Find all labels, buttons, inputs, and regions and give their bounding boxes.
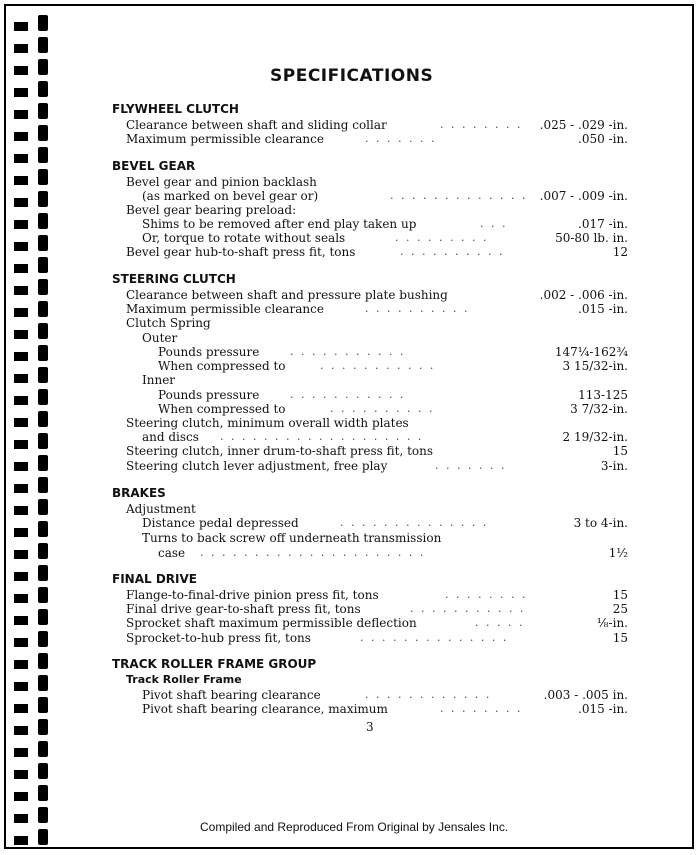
spec-label: Outer [142,331,178,345]
binding-coil [14,330,62,339]
spec-value: .007 - .009 -in. [539,189,628,203]
page-title: SPECIFICATIONS [270,66,434,86]
spec-label: Maximum permissible clearance [126,132,324,146]
spec-value: 3 7/32-in. [570,402,628,416]
binding-coil [14,814,62,823]
binding-coil [14,66,62,75]
binding-coil [14,770,62,779]
binding-coil [14,550,62,559]
binding-coil [14,198,62,207]
binding-coil [14,572,62,581]
spec-label: Pounds pressure [158,345,260,359]
spec-label: Bevel gear and pinion backlash [126,175,317,189]
spec-label: Sprocket shaft maximum permissible deflection [126,616,417,630]
spec-value: 12 [612,245,628,259]
binding-coil [14,616,62,625]
binding-coil [14,792,62,801]
leader-dots: . . . . . . . . . [395,231,489,244]
leader-dots: . . . . . . . . . . . [410,602,526,615]
spec-label: Shims to be removed after end play taken up [142,217,417,231]
spec-value: 25 [612,602,628,616]
spec-value: ⅛-in. [596,616,628,630]
section-heading-flywheel-clutch: FLYWHEEL CLUTCH [112,102,239,116]
spec-label: Distance pedal depressed [142,516,299,530]
spec-value: 3 15/32-in. [562,359,628,373]
leader-dots: . . . . . . . . . . . . [365,688,492,701]
binding-coil [14,396,62,405]
spec-value: .002 - .006 -in. [539,288,628,302]
spec-value: .015 -in. [578,302,628,316]
leader-dots: . . . . . . . . . . . [290,388,406,401]
binding-coil [14,418,62,427]
spec-label: Clutch Spring [126,316,211,330]
spec-label: Adjustment [126,502,196,516]
leader-dots: . . . . . . . . . . [330,402,435,415]
binding-coil [14,132,62,141]
leader-dots: . . . . . . . . [440,702,523,715]
leader-dots: . . . . . . . [435,459,507,472]
leader-dots: . . . . . [475,616,525,629]
spec-value: 15 [612,588,628,602]
spec-label: Clearance between shaft and sliding collar [126,118,387,132]
binding-coil [14,484,62,493]
binding-coil [14,374,62,383]
leader-dots: . . . . . . . . . . [400,245,505,258]
spec-value: 15 [612,631,628,645]
binding-coil [14,682,62,691]
spec-value: .050 -in. [578,132,628,146]
spec-label: Inner [142,373,176,387]
spec-label: Sprocket-to-hub press fit, tons [126,631,311,645]
binding-coil [14,660,62,669]
spec-label: Pounds pressure [158,388,260,402]
spec-label: Clearance between shaft and pressure plate bushing [126,288,448,302]
binding-coil [14,308,62,317]
spec-value: 15 [612,444,628,458]
binding-coil [14,110,62,119]
spec-value: 3-in. [600,459,628,473]
binding-coil [14,242,62,251]
spec-label: Pivot shaft bearing clearance, maximum [142,702,388,716]
spec-value: 147¼-162¾ [554,345,628,359]
footer-credit: Compiled and Reproduced From Original by Jensales Inc. [200,820,509,834]
binding-coil [14,22,62,31]
binding-coil [14,506,62,515]
binding-coil [14,176,62,185]
spec-label: (as marked on bevel gear or) [142,189,319,203]
leader-dots: . . . . . . . . [440,118,523,131]
binding-coil [14,44,62,53]
spec-value: .015 -in. [578,702,628,716]
spec-label: When compressed to [158,359,286,373]
section-heading-bevel-gear: BEVEL GEAR [112,159,196,173]
spec-value: 2 19/32-in. [562,430,628,444]
binding-coil [14,264,62,273]
spec-value: 3 to 4-in. [573,516,628,530]
spec-label: Flange-to-final-drive pinion press fit, tons [126,588,379,602]
leader-dots: . . . . . . . . . . . . . . [360,631,509,644]
spec-value: 1½ [608,546,628,560]
spec-label: Bevel gear bearing preload: [126,203,297,217]
subsection-heading-track-roller-frame: Track Roller Frame [126,673,242,686]
leader-dots: . . . . . . . . [445,588,528,601]
spec-label: Steering clutch, inner drum-to-shaft press fit, tons [126,444,434,458]
leader-dots: . . . . . . . . . . . . . [390,189,528,202]
binding-coil [14,286,62,295]
section-heading-track-roller-frame-group: TRACK ROLLER FRAME GROUP [112,657,317,671]
spec-value: .017 -in. [578,217,628,231]
binding-coil [14,836,62,845]
spec-label: Maximum permissible clearance [126,302,324,316]
spec-label: When compressed to [158,402,286,416]
spec-value: .025 - .029 -in. [539,118,628,132]
leader-dots: . . . . . . . . . . . . . . [340,516,489,529]
spec-label: case [158,546,186,560]
binding-coil [14,440,62,449]
binding-coil [14,88,62,97]
leader-dots: . . . . . . . . . . [365,302,470,315]
leader-dots: . . . . . . . . . . . . . . . . . . . [220,430,424,443]
leader-dots: . . . . . . . [365,132,437,145]
page-number: 3 [366,720,374,734]
spiral-binding [14,10,36,845]
section-heading-final-drive: FINAL DRIVE [112,572,197,586]
leader-dots: . . . [480,217,508,230]
spec-value: 50-80 lb. in. [555,231,628,245]
spec-label: Steering clutch lever adjustment, free play [126,459,388,473]
spec-label: Final drive gear-to-shaft press fit, tons [126,602,361,616]
binding-coil [14,704,62,713]
binding-coil [14,726,62,735]
binding-coil [14,528,62,537]
binding-coil [14,462,62,471]
spec-label: Bevel gear hub-to-shaft press fit, tons [126,245,356,259]
leader-dots: . . . . . . . . . . . [320,359,436,372]
binding-coil [14,154,62,163]
binding-coil [14,352,62,361]
spec-label: and discs [142,430,199,444]
spec-value: .003 - .005 in. [543,688,628,702]
binding-coil [14,748,62,757]
spec-value: 113-125 [578,388,628,402]
binding-coil [14,220,62,229]
leader-dots: . . . . . . . . . . . . . . . . . . . . . [200,546,426,559]
spec-label: Pivot shaft bearing clearance [142,688,321,702]
spec-label: Turns to back screw off underneath transmission [142,531,442,545]
spec-label: Steering clutch, minimum overall width plates [126,416,409,430]
binding-coil [14,638,62,647]
section-heading-brakes: BRAKES [112,486,166,500]
spec-label: Or, torque to rotate without seals [142,231,346,245]
leader-dots: . . . . . . . . . . . [290,345,406,358]
section-heading-steering-clutch: STEERING CLUTCH [112,272,236,286]
binding-coil [14,594,62,603]
